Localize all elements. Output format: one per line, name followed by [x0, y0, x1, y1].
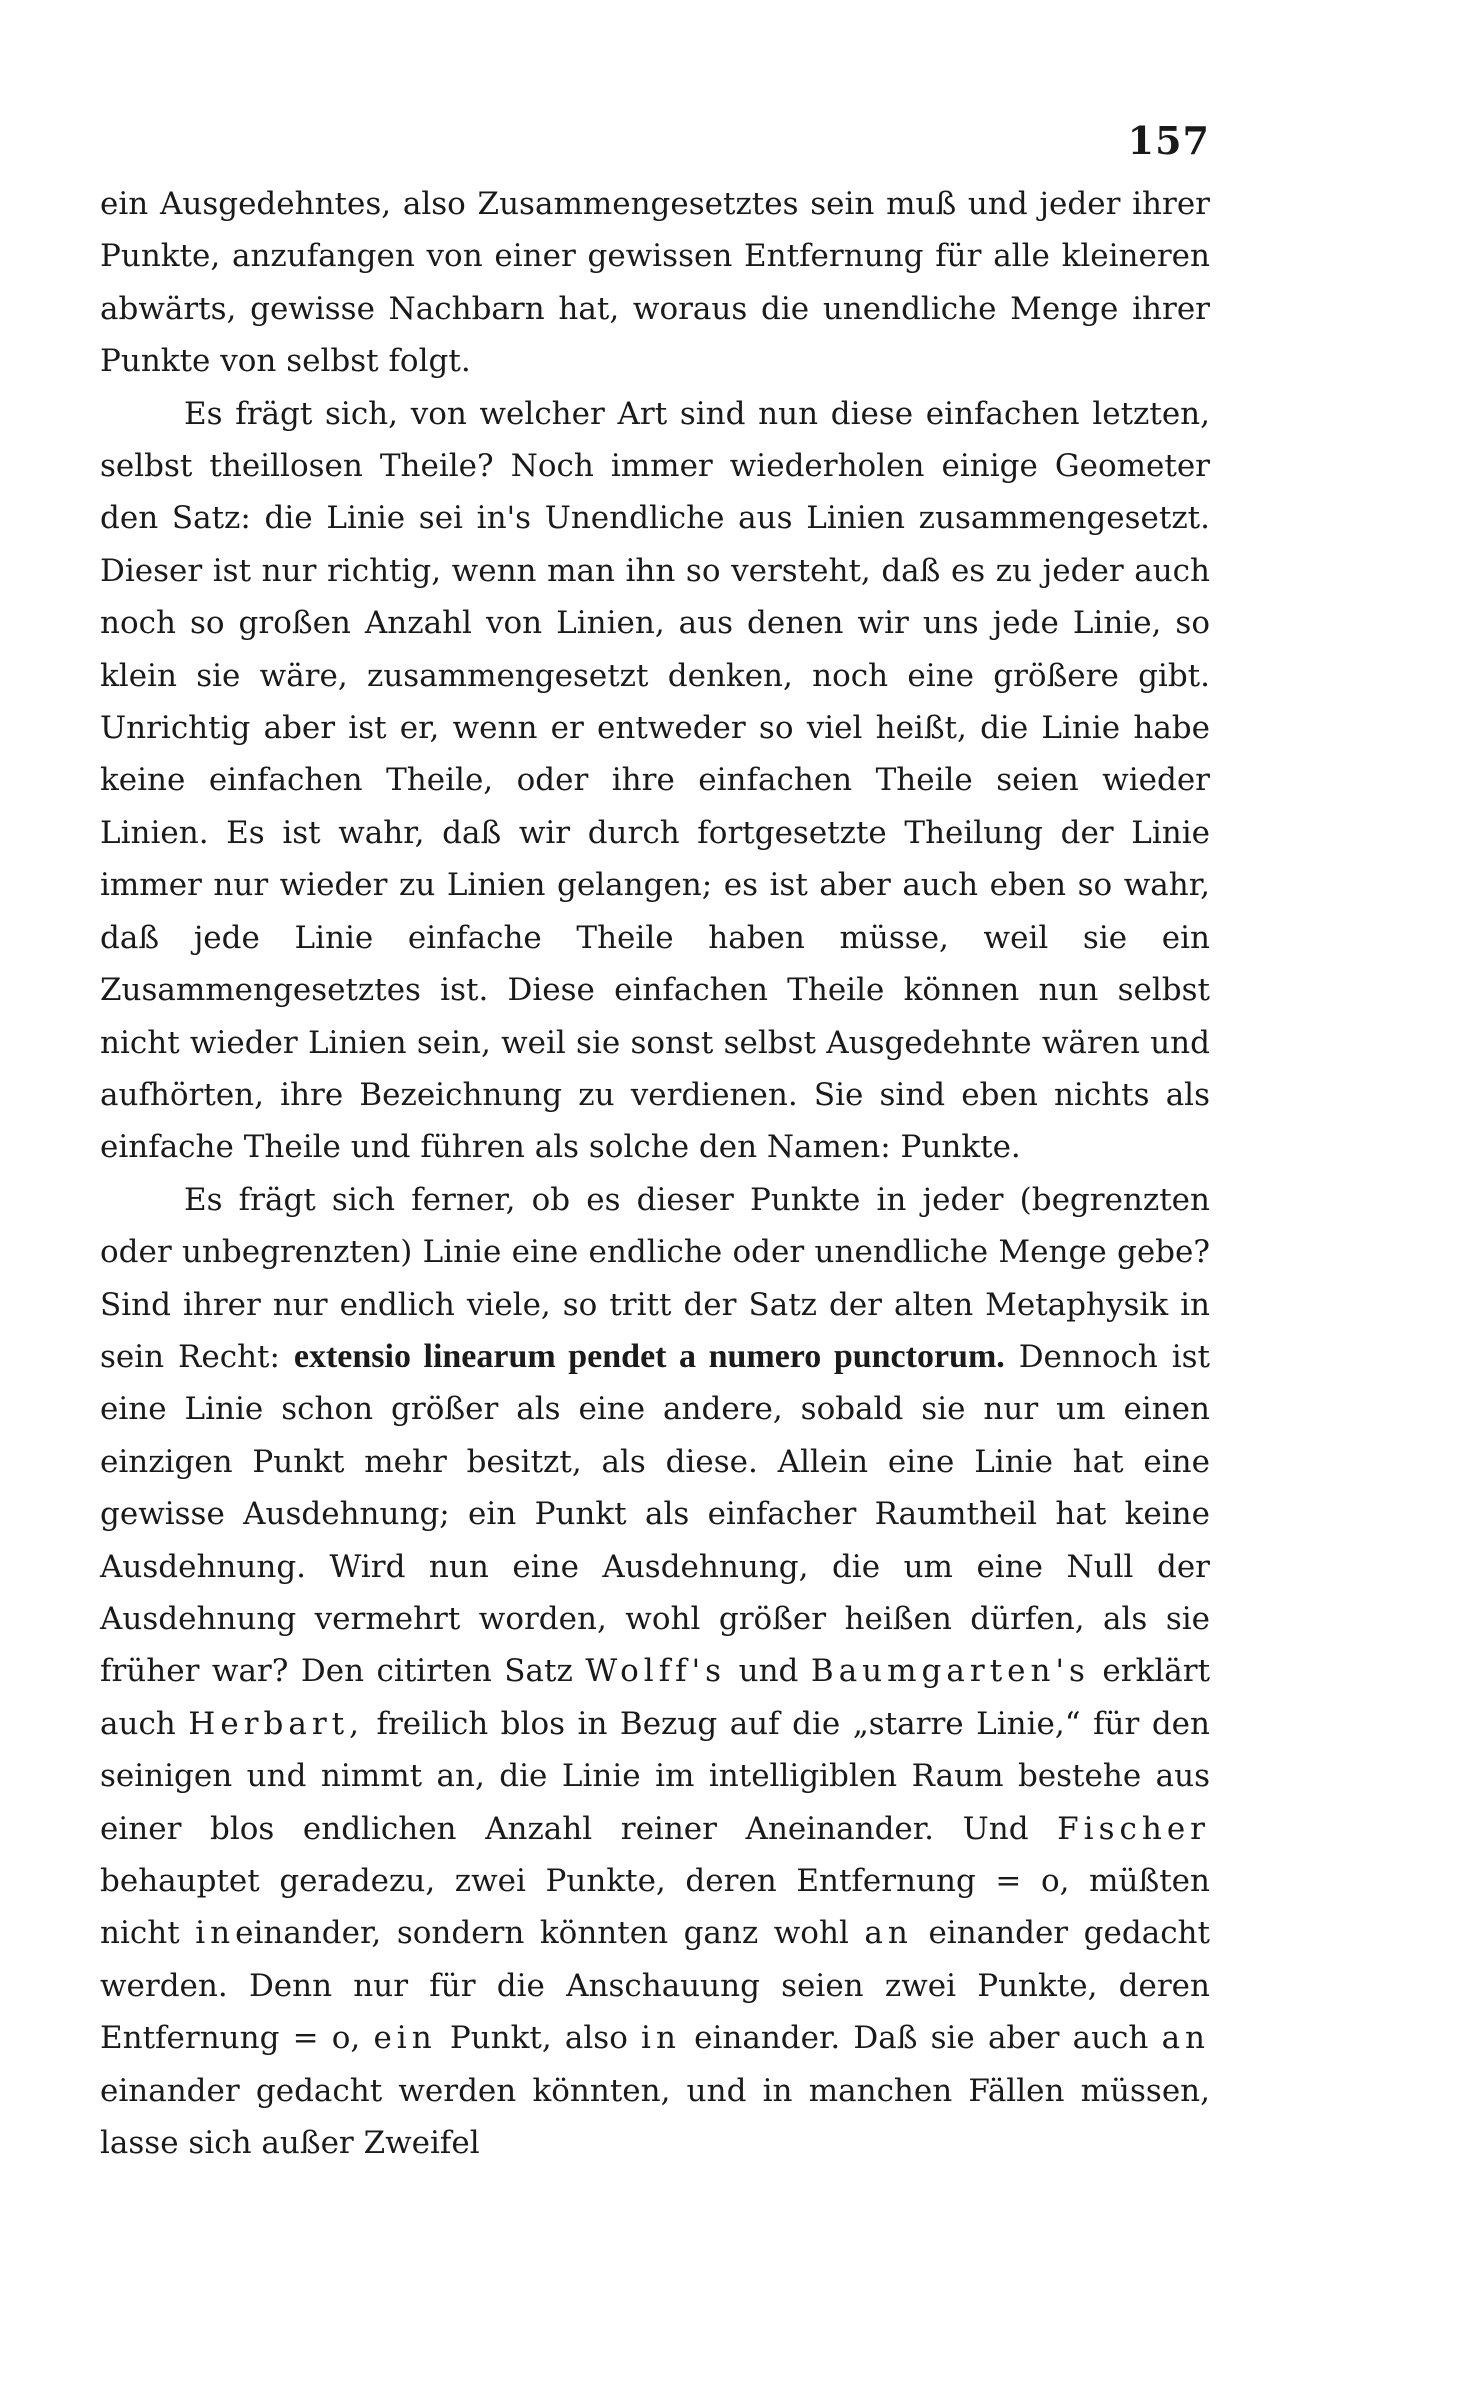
paragraph-3-part-10: einander gedacht werden könnten, und in manchen Fällen müssen, lasse sich außer Zweifel [100, 2072, 1210, 2162]
emphasis-in-2: in [641, 2020, 681, 2057]
emphasis-an-2: an [1161, 2020, 1211, 2057]
name-fischer: Fischer [1057, 1810, 1210, 1847]
paragraph-3-part-8: Punkt, also [449, 2020, 628, 2057]
body-text [100, 178, 1210, 2169]
paragraph-3-part-2: Dennoch ist eine Linie schon größer als eine andere, sobald sie nur um einen einzigen Punkt mehr besitzt, als diese. Allein eine Linie hat eine gewisse Ausdehnung; ein Punkt als einfacher Raumtheil hat keine Ausdehnung. Wird nun eine Ausdehnung, die um eine Null der Ausdehnung vermehrt worden, wohl größer heißen dürfen, als sie früher war? Den citirten Satz [100, 1338, 1211, 1690]
paragraph-3-part-9: einander. Daß sie aber auch [694, 2020, 1149, 2057]
paragraph-3-part-7: einander gedacht werden. Denn nur für die Anschauung seien zwei Punkte, deren Entfernung = o, [100, 1915, 1210, 2057]
emphasis-in: in [195, 1915, 236, 1952]
name-baumgarten: Baumgarten's [810, 1653, 1090, 1690]
paragraph-1: ein Ausgedehntes, also Zusammengesetztes sein muß und jeder ihrer Punkte, anzufangen von einer gewissen Entfernung für alle kleineren abwärts, gewisse Nachbarn hat, woraus die unendliche Menge ihrer Punkte von selbst folgt. [100, 186, 1210, 380]
paragraph-2: Es frägt sich, von welcher Art sind nun diese einfachen letzten, selbst theillosen Theile? Noch immer wiederholen einige Geometer den Satz: die Linie sei in's Unendliche aus Linien zusammengesetzt. Dieser ist nur richtig, wenn man ihn so versteht, daß es zu jeder auch noch so großen Anzahl von Linien, aus denen wir uns jede Linie, so klein sie wäre, zusammengesetzt denken, noch eine größere gibt. Unrichtig aber ist er, wenn er entweder so viel heißt, die Linie habe keine einfachen Theile, oder ihre einfachen Theile seien wieder Linien. Es ist wahr, daß wir durch fortgesetzte Theilung der Linie immer nur wieder zu Linien gelangen; es ist aber auch eben so wahr, daß jede Linie einfache Theile haben müsse, weil sie ein Zusammengesetztes ist. Diese einfachen Theile können nun selbst nicht wieder Linien sein, weil sie sonst selbst Ausgedehnte wären und aufhörten, ihre Bezeichnung zu verdienen. Sie sind eben nichts als einfache Theile und führen als solche den Namen: Punkte. [100, 395, 1210, 1166]
paragraph-3 [100, 1174, 1210, 2170]
word-und: und [738, 1653, 799, 1690]
name-wolff: Wolff's [585, 1653, 727, 1690]
page-number: 157 [1127, 118, 1210, 163]
paragraph-3-part-5: behauptet geradezu, zwei Punkte, deren Entfernung = o, müßten nicht [100, 1863, 1210, 1952]
latin-quote: extensio linearum pendet a numero punctorum. [293, 1337, 1005, 1375]
name-herbart: Herbart, [188, 1705, 364, 1742]
emphasis-an: an [864, 1915, 913, 1952]
paragraph-3-part-4: freilich blos in Bezug auf die „starre Linie,“ für den seinigen und nimmt an, die Linie im intelligiblen Raum bestehe aus einer blos endlichen Anzahl reiner Aneinander. Und [100, 1705, 1210, 1847]
paragraph-3-part-3: erklärt auch [100, 1653, 1211, 1742]
paragraph-3-part-1: Es frägt sich ferner, ob es dieser Punkte in jeder (begrenzten oder unbegrenzten) Linie eine endliche oder unendliche Menge gebe? Sind ihrer nur endlich viele, so tritt der Satz der alten Metaphysik in sein Recht: [100, 1181, 1210, 1375]
paragraph-3-part-6: einander, sondern könnten ganz wohl [235, 1915, 849, 1952]
emphasis-ein: ein [373, 2020, 437, 2057]
